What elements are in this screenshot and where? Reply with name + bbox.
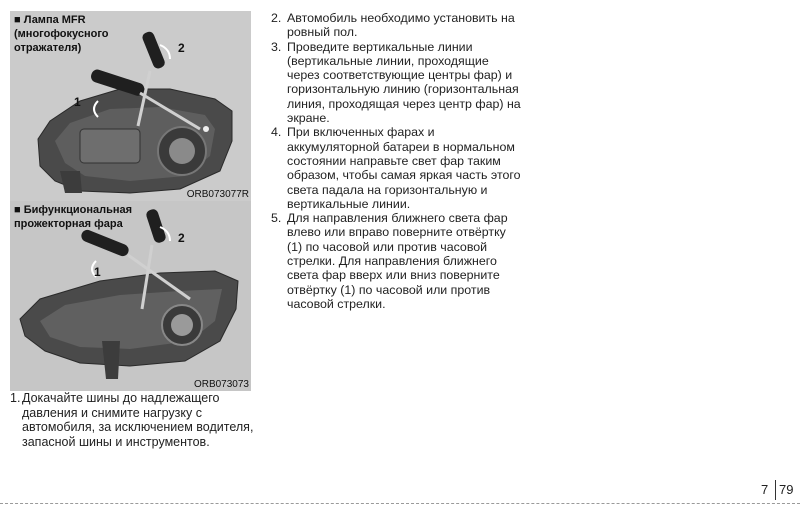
step-text: Докачайте шины до надлежащего давления и снимите нагрузку с автомобиля, за исключением водителя, запасной шины и инструментов. [22,391,254,449]
step-text: При включенных фарах и аккумуляторной батареи в нормальном состоянии направьте свет фар таким образом, чтобы самая яркая часть этого света падала на горизонтальную и вертикальные линии. [287,125,521,211]
figure-projector-headlamp [10,201,251,391]
callout-1: 1 [74,95,81,109]
left-steps [10,391,260,449]
figure-code: ORB073077R [186,189,249,200]
step-number: 2. [271,11,282,25]
step-4 [271,125,521,211]
figure-code: ORB073073 [193,379,249,390]
step-text: Проведите вертикальные линии (вертикальные линии, проходящие через соответствующие центры фар) и горизонтальную линию (горизонтальная линия, проходящая через центр фар) на экране. [287,39,521,126]
callout-2: 2 [178,41,185,55]
step-number: 3. [271,39,282,54]
step-3 [271,40,521,126]
step-number: 4. [271,125,282,140]
step-text: Для направления ближнего света фар влево или вправо поверните отвёртку (1) по часовой или против часовой стрелки. Для направления ближнего света фар вверх или вниз поверните отвёртку (1) по часовой или против часовой стрелки. [287,211,508,311]
step-1 [10,391,260,449]
footer-divider [0,503,800,504]
step-text: Автомобиль необходимо установить на ровный пол. [287,11,515,40]
callout-1: 1 [94,265,101,279]
step-number: 1. [10,391,21,405]
step-number: 5. [271,211,282,226]
step-5 [271,211,521,311]
page-number: 79 [779,482,794,497]
step-2 [271,11,521,40]
figure-projector-label: ■ Бифункциональная прожекторная фара [14,204,133,230]
figure-mfr-label: ■ Лампа MFR (многофокусного отражателя) [14,14,109,54]
figure-mfr-headlamp [10,11,251,201]
section-number: 7 [761,482,769,497]
right-steps [271,11,521,311]
callout-2: 2 [178,231,185,245]
